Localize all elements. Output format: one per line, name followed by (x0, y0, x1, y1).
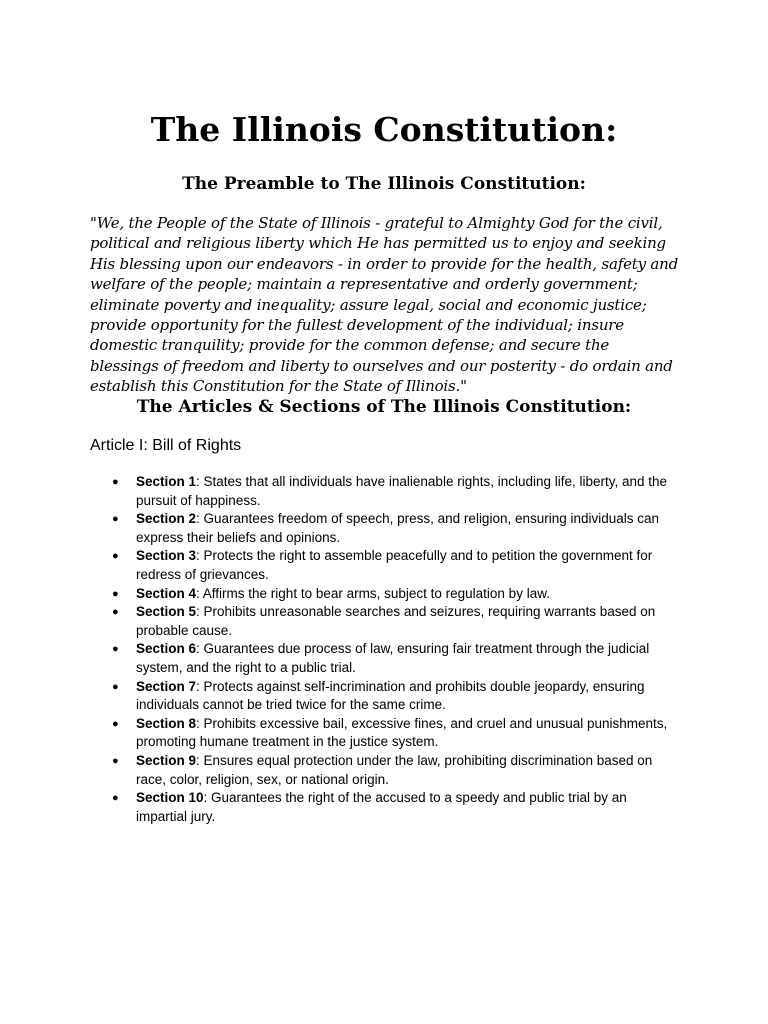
section-text: : States that all individuals have inalienable rights, including life, liberty, and the pursuit of happiness. (136, 474, 668, 508)
list-item (90, 547, 680, 584)
document-title: The Illinois Constitution: (150, 110, 618, 149)
bullet-icon: ● (112, 513, 119, 526)
section-label: Section 9 (136, 752, 197, 768)
section-label: Section 6 (136, 641, 197, 657)
list-item (90, 640, 680, 677)
article-title: Article I: Bill of Rights (90, 437, 242, 454)
section-text: : Ensures equal protection under the law, prohibiting discrimination based on race, color, religion, sex, or national origin. (136, 752, 653, 787)
section-label: Section 7 (136, 678, 197, 694)
section-text: : Protects the right to assemble peacefully and to petition the government for redress of grievances. (136, 548, 653, 582)
section-label: Section 2 (136, 511, 197, 527)
bullet-icon: ● (112, 606, 119, 619)
section-text: : Guarantees the right of the accused to a speedy and public trial by an impartial jury. (136, 790, 627, 824)
bullet-icon: ● (112, 587, 119, 600)
list-item (90, 715, 680, 752)
list-item (90, 752, 680, 789)
bullet-icon: ● (112, 754, 119, 767)
articles-heading: The Articles & Sections of The Illinois Constitution: (136, 397, 632, 417)
section-text: : Affirms the right to bear arms, subject to regulation by law. (196, 585, 550, 601)
bullet-icon: ● (112, 643, 119, 656)
list-item (90, 473, 680, 510)
bullet-icon: ● (112, 680, 119, 693)
section-text: : Prohibits unreasonable searches and seizures, requiring warrants based on probable cause. (136, 604, 656, 638)
bullet-icon: ● (112, 550, 119, 563)
preamble-heading: The Preamble to The Illinois Constitution: (182, 174, 586, 194)
section-text: : Prohibits excessive bail, excessive fines, and cruel and unusual punishments, promoting humane treatment in the justice system. (136, 715, 668, 750)
bullet-icon: ● (112, 476, 119, 488)
section-label: Section 10 (136, 790, 204, 806)
section-text: : Guarantees freedom of speech, press, and religion, ensuring individuals can express their beliefs and opinions. (136, 511, 660, 545)
sections-list (90, 473, 680, 826)
section-label: Section 8 (136, 715, 197, 731)
list-item (90, 585, 680, 604)
section-text: : Guarantees due process of law, ensuring fair treatment through the judicial system, and the right to a public trial. (136, 641, 650, 675)
list-item (90, 603, 680, 640)
list-item (90, 678, 680, 715)
list-item (90, 510, 680, 547)
preamble-text: "We, the People of the State of Illinois - grateful to Almighty God for the civil, political and religious liberty which He has permitted us to enjoy and seeking His blessing upon our endeavors - in order to provide for the health, safety and welfare of the people; maintain a representative and orderly government; eliminate poverty and inequality; assure legal, social and economic justice; provide opportunity for the fullest development of the individual; insure domestic tranquility; provide for the common defense; and secure the blessings of freedom and liberty to ourselves and our posterity - do ordain and establish this Constitution for the State of Illinois." (90, 214, 679, 396)
section-label: Section 3 (136, 548, 197, 564)
bullet-icon: ● (112, 717, 119, 730)
section-label: Section 4 (136, 585, 197, 601)
section-label: Section 5 (136, 604, 197, 620)
section-label: Section 1 (136, 474, 197, 489)
section-text: : Protects against self-incrimination and prohibits double jeopardy, ensuring individuals cannot be tried twice for the same crime. (136, 678, 645, 713)
list-item (90, 789, 680, 826)
bullet-icon: ● (112, 792, 119, 805)
